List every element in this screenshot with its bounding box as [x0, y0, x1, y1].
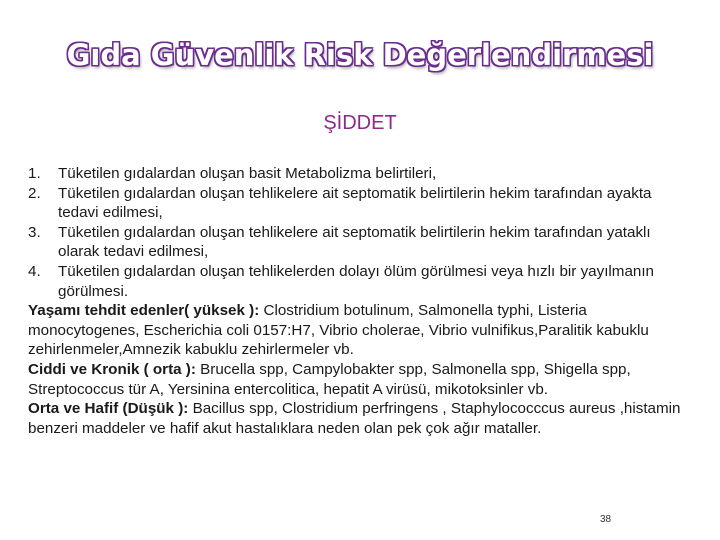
category-low [28, 399, 693, 438]
list-number: 3. [28, 223, 41, 241]
list-item [28, 262, 693, 301]
list-number: 1. [28, 165, 41, 182]
category-label: Yaşamı tehdit edenler( yüksek ): [28, 302, 260, 320]
category-medium [28, 360, 693, 399]
category-label: Ciddi ve Kronik ( orta ): [28, 360, 196, 378]
list-number: 2. [28, 184, 41, 202]
category-text: Brucella spp, Campylobakter spp, Salmonella spp, Shigella spp, Streptococcus tür A, Yersinina entercolitica, hepatit A virüsü, mikotoksinler vb. [28, 360, 631, 398]
severity-list [28, 164, 693, 301]
list-number: 4. [28, 262, 41, 280]
list-text: Tüketilen gıdalardan oluşan basit Metabolizma belirtileri, [58, 165, 437, 182]
list-item [28, 223, 693, 262]
list-text: Tüketilen gıdalardan oluşan tehlikelere ait septomatik belirtilerin hekim tarafından ayakta tedavi edilmesi, [58, 184, 652, 222]
category-text: Clostridium botulinum, Salmonella typhi, Listeria monocytogenes, Escherichia coli 0157:H7, Vibrio cholerae, Vibrio vulnifikus,Paralitik kabuklu zehirlenmeler,Amnezik kabuklu zehirlermeler vb. [28, 302, 649, 359]
list-item [28, 184, 693, 223]
category-text: Bacillus spp, Clostridium perfringens , Staphylococccus aureus ,histamin benzeri maddeler ve hafif akut hastalıklara neden olan pek çok ağır mataller. [28, 400, 681, 437]
content-body [28, 164, 693, 438]
category-high [28, 301, 693, 360]
category-label: Orta ve Hafif (Düşük ): [28, 400, 189, 418]
list-item [28, 164, 693, 184]
page-title: Gıda Güvenlik Risk Değerlendirmesi [66, 38, 654, 72]
page-number: 38 [600, 514, 612, 525]
list-text: Tüketilen gıdalardan oluşan tehlikelerden dolayı ölüm görülmesi veya hızlı bir yayılmanın görülmesi. [58, 262, 655, 300]
list-text: Tüketilen gıdalardan oluşan tehlikelere ait septomatik belirtilerin hekim tarafından yataklı olarak tedavi edilmesi, [58, 223, 651, 261]
section-subtitle: ŞİDDET [323, 112, 397, 134]
